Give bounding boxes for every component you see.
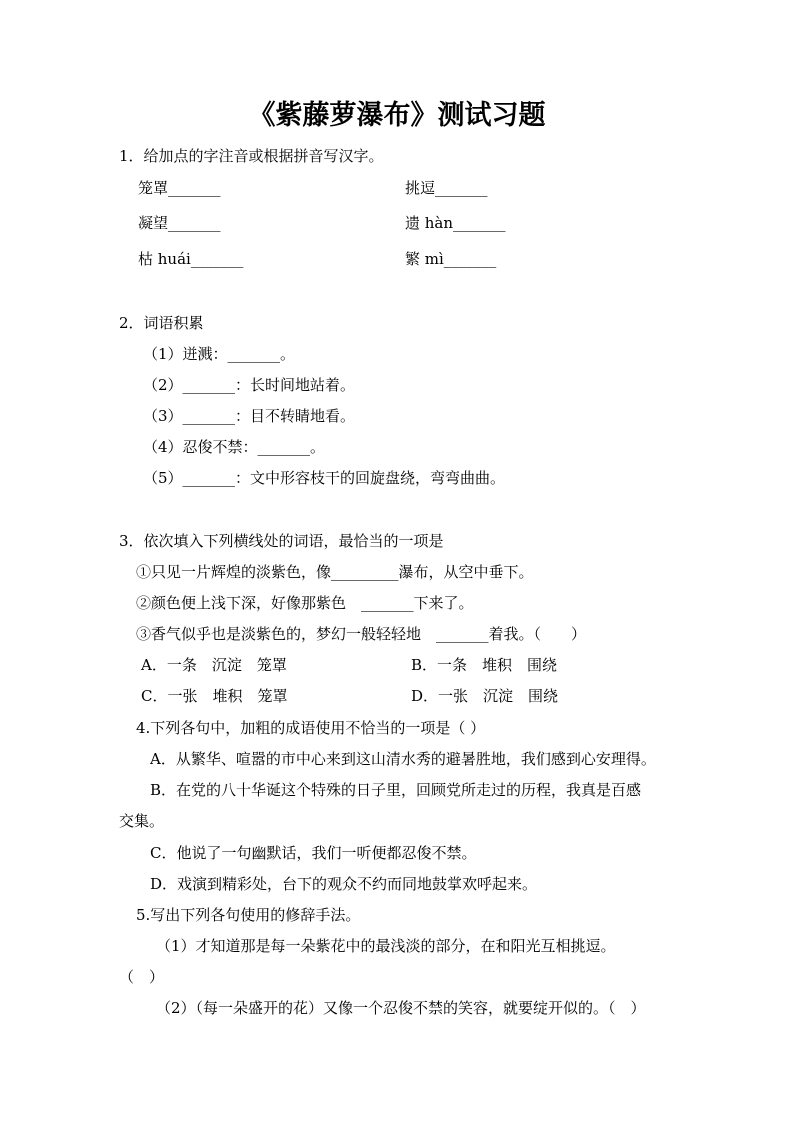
- q4-option-b-line-2: 交集。: [119, 812, 165, 830]
- q5-sentence-2: （2）（每一朵盛开的花）又像一个忍俊不禁的笑容，就要绽开似的。（ ）: [156, 999, 646, 1017]
- q1-item-3: 凝望_______: [138, 214, 221, 232]
- q2-item-3: （3）_______：目不转睛地看。: [143, 407, 356, 425]
- q3-sentence-2: ②颜色便上浅下深，好像那紫色 _______下来了。: [136, 594, 474, 612]
- q2-item-2: （2）_______：长时间地站着。: [143, 376, 356, 394]
- q5-sentence-1: （1）才知道那是每一朵紫花中的最浅淡的部分，在和阳光互相挑逗。: [156, 937, 616, 955]
- q1-item-5: 枯 huái_______: [138, 250, 244, 268]
- q1-item-1: 笼罩_______: [138, 179, 221, 197]
- q3-option-c: C．一张 堆积 笼罩: [141, 687, 288, 705]
- q3-option-a: A．一条 沉淀 笼罩: [141, 656, 287, 674]
- q5-sentence-1-answer: （ ）: [119, 968, 165, 986]
- q3-sentence-3: ③香气似乎也是淡紫色的，梦幻一般轻轻地 _______着我。（ ）: [136, 625, 587, 643]
- question-4-heading: 4.下列各句中，加粗的成语使用不恰当的一项是（ ）: [136, 719, 486, 737]
- q4-option-a: A．从繁华、喧嚣的市中心来到这山清水秀的避暑胜地，我们感到心安理得。: [150, 750, 656, 768]
- q4-option-b-line-1: B．在党的八十华诞这个特殊的日子里，回顾党所走过的历程，我真是百感: [150, 781, 642, 799]
- q1-item-6: 繁 mì_______: [405, 250, 497, 268]
- q4-option-c: C．他说了一句幽默话，我们一听便都忍俊不禁。: [150, 844, 477, 862]
- q2-item-4: （4）忍俊不禁：_______。: [143, 438, 326, 456]
- page-title: 《紫藤萝瀑布》测试习题: [248, 100, 546, 131]
- q2-item-1: （1）迸溅：_______。: [143, 345, 296, 363]
- q3-sentence-1: ①只见一片辉煌的淡紫色，像_________瀑布，从空中垂下。: [136, 563, 534, 581]
- question-2-heading: 2．词语积累: [119, 314, 204, 332]
- question-3-heading: 3．依次填入下列横线处的词语，最恰当的一项是: [119, 532, 444, 550]
- q3-option-b: B．一条 堆积 围绕: [411, 656, 558, 674]
- q3-option-d: D．一张 沉淀 围绕: [411, 687, 559, 705]
- question-1-heading: 1．给加点的字注音或根据拼音写汉字。: [119, 147, 384, 165]
- q1-item-4: 遗 hàn_______: [405, 214, 506, 232]
- question-5-heading: 5.写出下列各句使用的修辞手法。: [136, 906, 361, 924]
- q2-item-5: （5）_______：文中形容枝干的回旋盘绕，弯弯曲曲。: [143, 469, 506, 487]
- q1-item-2: 挑逗_______: [405, 179, 488, 197]
- q4-option-d: D．戏演到精彩处，台下的观众不约而同地鼓掌欢呼起来。: [150, 875, 538, 893]
